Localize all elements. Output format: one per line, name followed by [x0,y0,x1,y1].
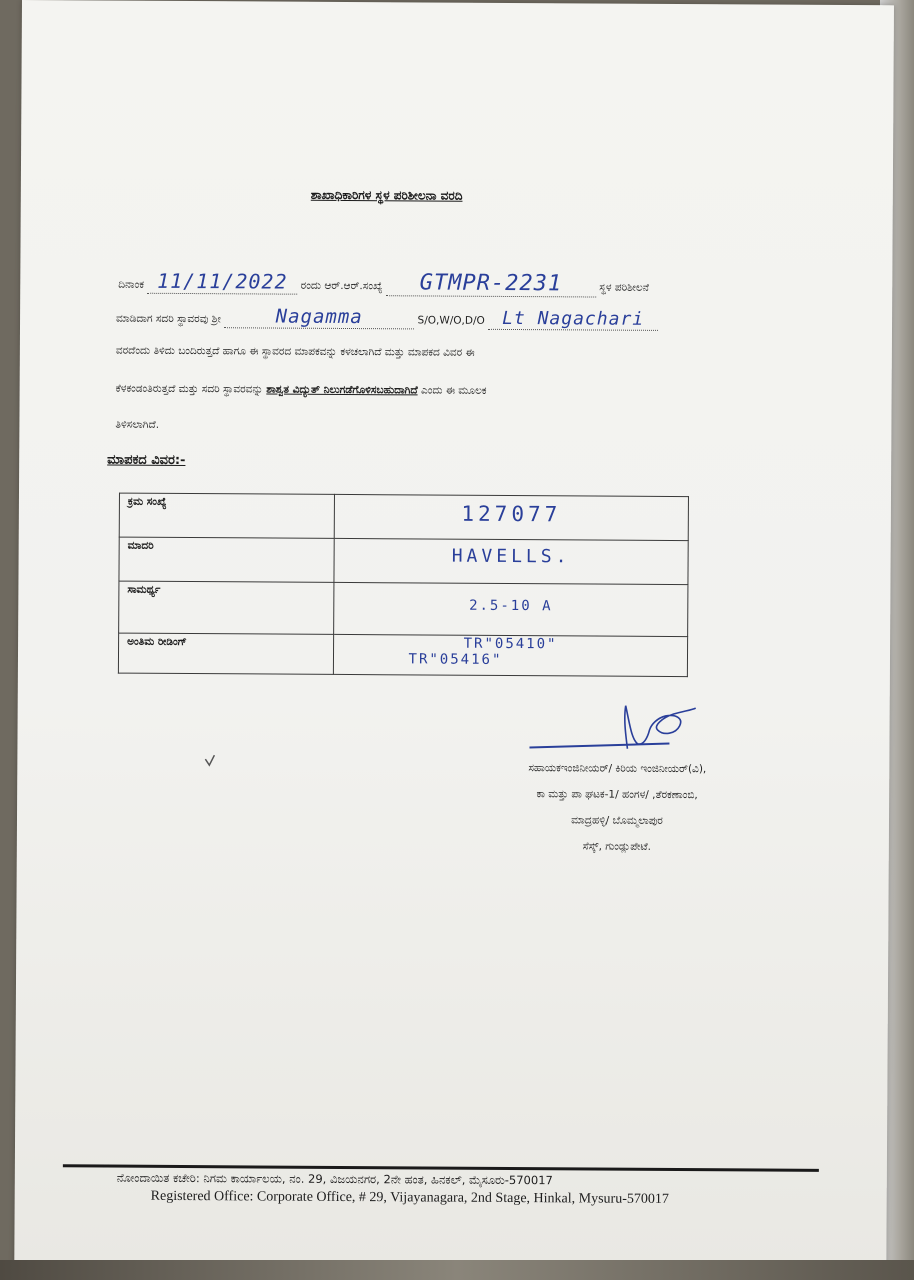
relation-name-field: Lt Nagachari [488,308,658,331]
final-reading-line-2: TR"05416" [408,651,503,668]
make-label: ಮಾದರಿ [119,537,334,582]
tick-mark-icon [203,753,217,767]
meter-details-table [118,493,689,677]
meter-details-heading: ಮಾಪಕದ ವಿವರ:- [107,452,186,469]
desk-background-bottom [0,1260,914,1280]
table-row [119,493,688,540]
make-value: HAVELLS. [334,538,688,584]
signatory-block [487,755,748,861]
paragraph-line-4 [116,383,487,398]
signatory-line-3: ಮಾದ್ರಹಳ್ಳಿ/ ಬೊಮ್ಮಲಾಪುರ [571,814,663,827]
line4-suffix: ಎಂದು ಈ ಮೂಲಕ [420,384,487,397]
paragraph-line-2 [116,305,658,331]
document-page [14,0,894,1271]
signatory-line-2: ಕಾ ಮತ್ತು ಪಾ ಘಟಕ-1/ ಹಂಗಳ/ ,ತೆರಕಣಾಂಬಿ, [536,788,698,802]
final-reading-line-1: TR"05410" [463,635,558,653]
rr-number-field: GTMPR-2231 [386,270,596,297]
relation-label: S/O,W/O,D/O [417,314,485,327]
signatory-line-1: ಸಹಾಯಕಇಂಜಿನೀಯರ್/ ಕಿರಿಯ ಇಂಜಿನೀಯರ್(ವಿ), [528,762,707,776]
site-inspection-label: ಸ್ಥಳ ಪರಿಶೀಲನೆ [599,281,650,294]
table-row [119,581,688,636]
rr-label: ರಂದು ಆರ್.ಆರ್.ಸಂಖ್ಯೆ [300,279,383,293]
capacity-label: ಸಾಮರ್ಥ್ಯ [119,581,334,634]
final-reading-value [333,634,687,676]
paragraph-line-3: ವರದೆಂದು ತಿಳಿದು ಬಂದಿರುತ್ತದೆ ಹಾಗೂ ಈ ಸ್ಥಾವರದ ಮಾಪಕವನ್ನು ಕಳಚಲಾಗಿದೆ ಮತ್ತು ಮಾಪಕದ ವಿವರ ಈ [115,344,475,359]
line4-prefix: ಕೆಳಕಂಡಂತಿರುತ್ತದೆ ಮತ್ತು ಸದರಿ ಸ್ಥಾವರವನ್ನು [115,382,264,396]
paragraph-line-5: ತಿಳಿಸಲಾಗಿದೆ. [115,418,160,431]
line2-prefix: ಮಾಡಿದಾಗ ಸದರಿ ಸ್ಥಾವರವು ಶ್ರೀ [116,312,221,326]
table-row [119,537,688,584]
signatory-line-4: ಸೆಸ್ಕ್, ಗುಂಡ್ಲುಪೇಟೆ. [582,840,652,853]
page-title: ಶಾಖಾಧಿಕಾರಿಗಳ ಸ್ಥಳ ಪರಿಶೀಲನಾ ವರದಿ [310,187,463,203]
serial-number-value: 127077 [334,494,688,540]
serial-number-label: ಕ್ರಮ ಸಂಖ್ಯೆ [119,493,334,538]
paragraph-line-1 [118,269,649,298]
table-row [118,633,687,676]
disconnection-statement: ಶಾಶ್ವತ ವಿದ್ಯುತ್ ನಿಲುಗಡೆಗೊಳಿಸಬಹುದಾಗಿದೆ [266,383,418,397]
date-prefix: ದಿನಾಂಕ [118,278,145,291]
date-field: 11/11/2022 [147,269,297,295]
capacity-value: 2.5-10 A [334,582,688,636]
footer-english-address: Registered Office: Corporate Office, # 29, Vijayanagara, 2nd Stage, Hinkal, Mysuru-570017 [150,1188,669,1207]
consumer-name-field: Nagamma [224,305,414,329]
footer-kannada-address: ನೋಂದಾಯಿತ ಕಚೇರಿ: ನಿಗಮ ಕಾರ್ಯಾಲಯ, ನಂ. 29, ವಿಜಯನಗರ, 2ನೇ ಹಂತ, ಹಿನಕಲ್, ಮೈಸೂರು-570017 [116,1170,553,1188]
final-reading-label: ಅಂತಿಮ ರೀಡಿಂಗ್ [118,633,333,674]
